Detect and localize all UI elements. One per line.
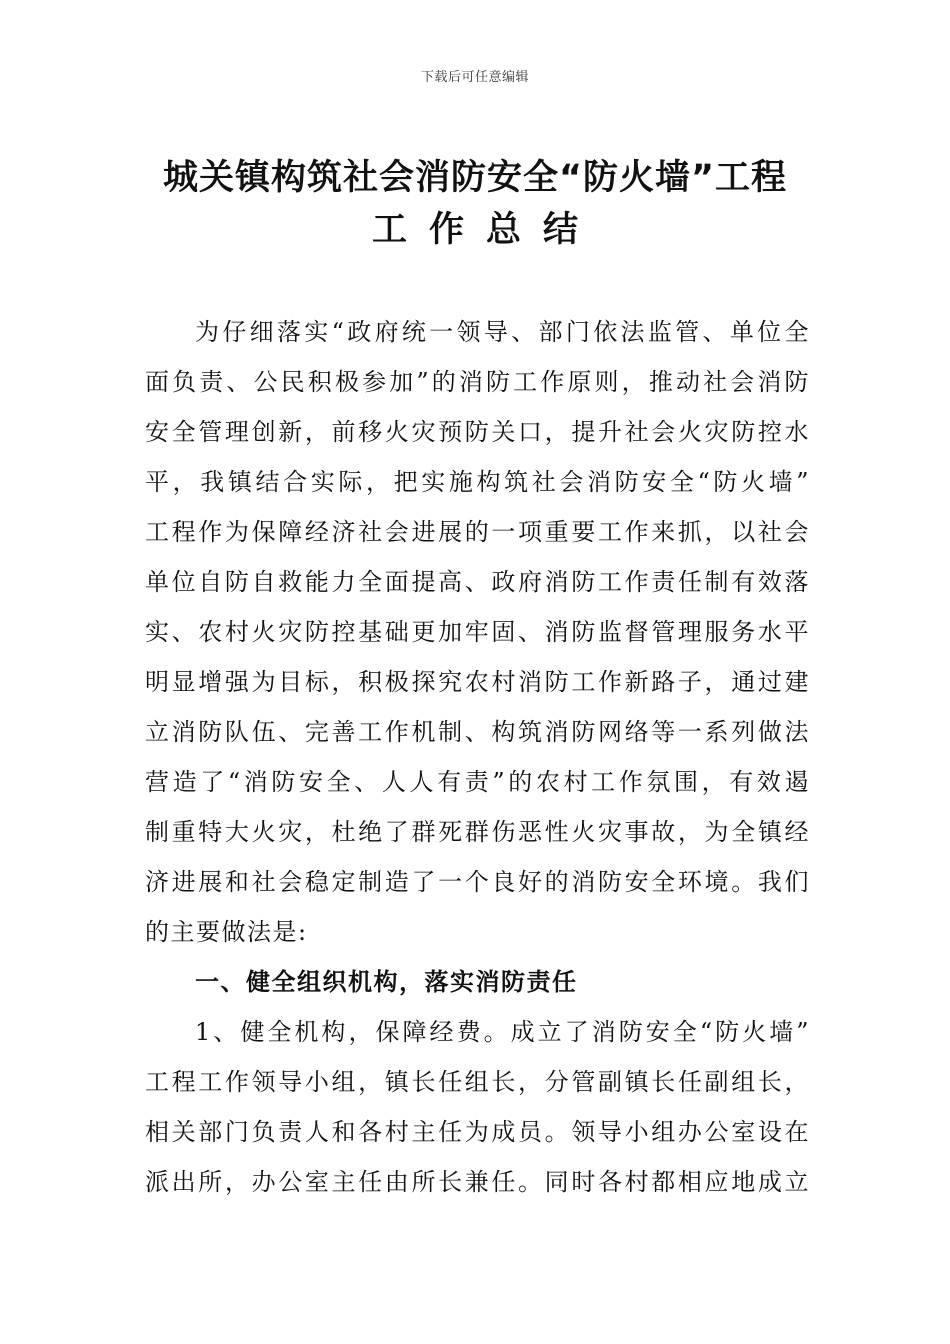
paragraph-line: 工程作为保障经济社会进展的一项重要工作来抓，以社会 — [145, 518, 810, 546]
paragraph-line: 为仔细落实“政府统一领导、部门依法监管、单位全 — [195, 318, 810, 346]
paragraph-line: 派出所，办公室主任由所长兼任。同时各村都相应地成立 — [145, 1168, 810, 1196]
document-body — [145, 307, 810, 1207]
paragraph-line: 制重特大火灾，杜绝了群死群伤恶性火灾事故，为全镇经 — [145, 818, 810, 846]
paragraph-line: 立消防队伍、完善工作机制、构筑消防网络等一系列做法 — [145, 718, 810, 746]
document-title-line2: 工作总结 — [371, 210, 600, 250]
paragraph-line: 安全管理创新，前移火灾预防关口，提升社会火灾防控水 — [145, 418, 810, 446]
paragraph-line: 工程工作领导小组，镇长任组长，分管副镇长任副组长， — [145, 1068, 810, 1096]
header-note: 下载后可任意编辑 — [420, 70, 529, 85]
paragraph-line: 济进展和社会稳定制造了一个良好的消防安全环境。我们 — [145, 868, 810, 896]
paragraph-line: 面负责、公民积极参加”的消防工作原则，推动社会消防 — [145, 368, 810, 396]
paragraph-line: 平，我镇结合实际，把实施构筑社会消防安全“防火墙” — [145, 468, 810, 496]
section-heading: 一、健全组织机构，落实消防责任 — [195, 968, 578, 996]
document-title-line1: 城关镇构筑社会消防安全“防火墙”工程 — [162, 158, 787, 198]
paragraph-line: 的主要做法是: — [145, 918, 308, 946]
paragraph-line: 单位自防自救能力全面提高、政府消防工作责任制有效落 — [145, 568, 810, 596]
paragraph-line: 明显增强为目标，积极探究农村消防工作新路子，通过建 — [145, 668, 810, 696]
paragraph-line: 实、农村火灾防控基础更加牢固、消防监督管理服务水平 — [145, 618, 810, 646]
paragraph-line: 1、健全机构，保障经费。成立了消防安全“防火墙” — [195, 1018, 810, 1046]
paragraph-line: 营造了“消防安全、人人有责”的农村工作氛围，有效遏 — [145, 768, 810, 796]
paragraph-line: 相关部门负责人和各村主任为成员。领导小组办公室设在 — [145, 1118, 810, 1146]
